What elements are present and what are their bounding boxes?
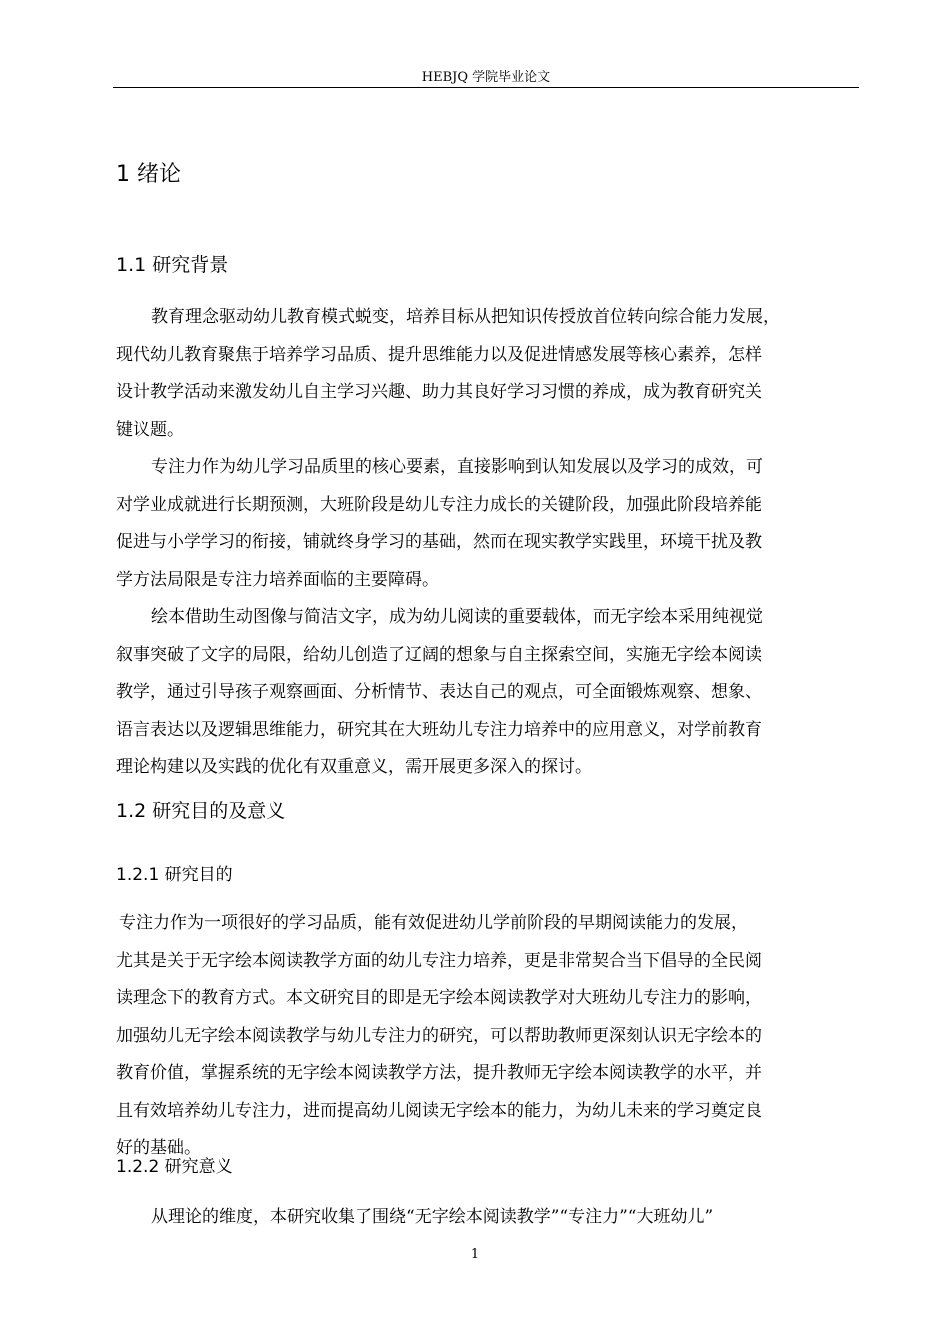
text-line: 好的基础。 [116,1138,201,1158]
paragraph-background-2 [116,449,860,599]
text-line: 键议题。 [116,419,184,440]
text-line: 对学业成就进行长期预测，大班阶段是幼儿专注力成长的关键阶段，加强此阶段培养能 [116,494,762,515]
text-line: 语言表达以及逻辑思维能力，研究其在大班幼儿专注力培养中的应用意义，对学前教育 [116,719,762,740]
paragraph-significance [116,1199,860,1237]
subsection-title-1-2-2: 1.2.2 研究意义 [116,1157,233,1177]
text-line: 尤其是关于无字绘本阅读教学方面的幼儿专注力培养，更是非常契合当下倡导的全民阅 [116,950,762,971]
text-line: 绘本借助生动图像与简洁文字，成为幼儿阅读的重要载体，而无字绘本采用纯视觉 [151,607,763,627]
header-divider [113,87,859,88]
paragraph-background-3 [116,599,860,787]
text-line: 现代幼儿教育聚焦于培养学习品质、提升思维能力以及促进情感发展等核心素养，怎样 [116,344,762,365]
running-header: HEBJQ 学院毕业论文 [421,70,551,85]
paragraph-background-1 [116,299,860,449]
text-line: 专注力作为一项很好的学习品质，能有效促进幼儿学前阶段的早期阅读能力的发展， [119,913,748,933]
text-line: 教育价值，掌握系统的无字绘本阅读教学方法，提升教师无字绘本阅读教学的水平，并 [116,1063,762,1083]
text-line: 理论构建以及实践的优化有双重意义，需开展更多深入的探讨。 [116,757,592,777]
section-title-1-1: 1.1 研究背景 [116,254,229,276]
paragraph-purpose [116,905,860,1168]
text-line: 读理念下的教育方式。本文研究目的即是无字绘本阅读教学对大班幼儿专注力的影响， [116,988,762,1008]
text-line: 学方法局限是专注力培养面临的主要障碍。 [116,569,439,590]
text-line: 加强幼儿无字绘本阅读教学与幼儿专注力的研究，可以帮助教师更深刻认识无字绘本的 [116,1025,762,1046]
text-line: 促进与小学学习的衔接，铺就终身学习的基础，然而在现实教学实践里，环境干扰及教 [116,532,762,552]
text-line: 从理论的维度，本研究收集了围绕“无字绘本阅读教学”“专注力”“大班幼儿” [151,1207,714,1227]
text-line: 教学，通过引导孩子观察画面、分析情节、表达自己的观点，可全面锻炼观察、想象、 [116,682,762,702]
page-number: 1 [470,1247,480,1262]
chapter-title: 1 绪论 [116,162,181,187]
subsection-title-1-2-1: 1.2.1 研究目的 [116,865,233,885]
text-line: 教育理念驱动幼儿教育模式蜕变，培养目标从把知识传授放首位转向综合能力发展， [151,307,780,327]
text-line: 专注力作为幼儿学习品质里的核心要素，直接影响到认知发展以及学习的成效，可 [151,457,763,477]
section-title-1-2: 1.2 研究目的及意义 [116,800,286,822]
text-line: 且有效培养幼儿专注力，进而提高幼儿阅读无字绘本的能力，为幼儿未来的学习奠定良 [116,1100,762,1121]
text-line: 叙事突破了文字的局限，给幼儿创造了辽阔的想象与自主探索空间，实施无字绘本阅读 [116,644,762,665]
text-line: 设计教学活动来激发幼儿自主学习兴趣、助力其良好学习习惯的养成，成为教育研究关 [116,382,762,402]
